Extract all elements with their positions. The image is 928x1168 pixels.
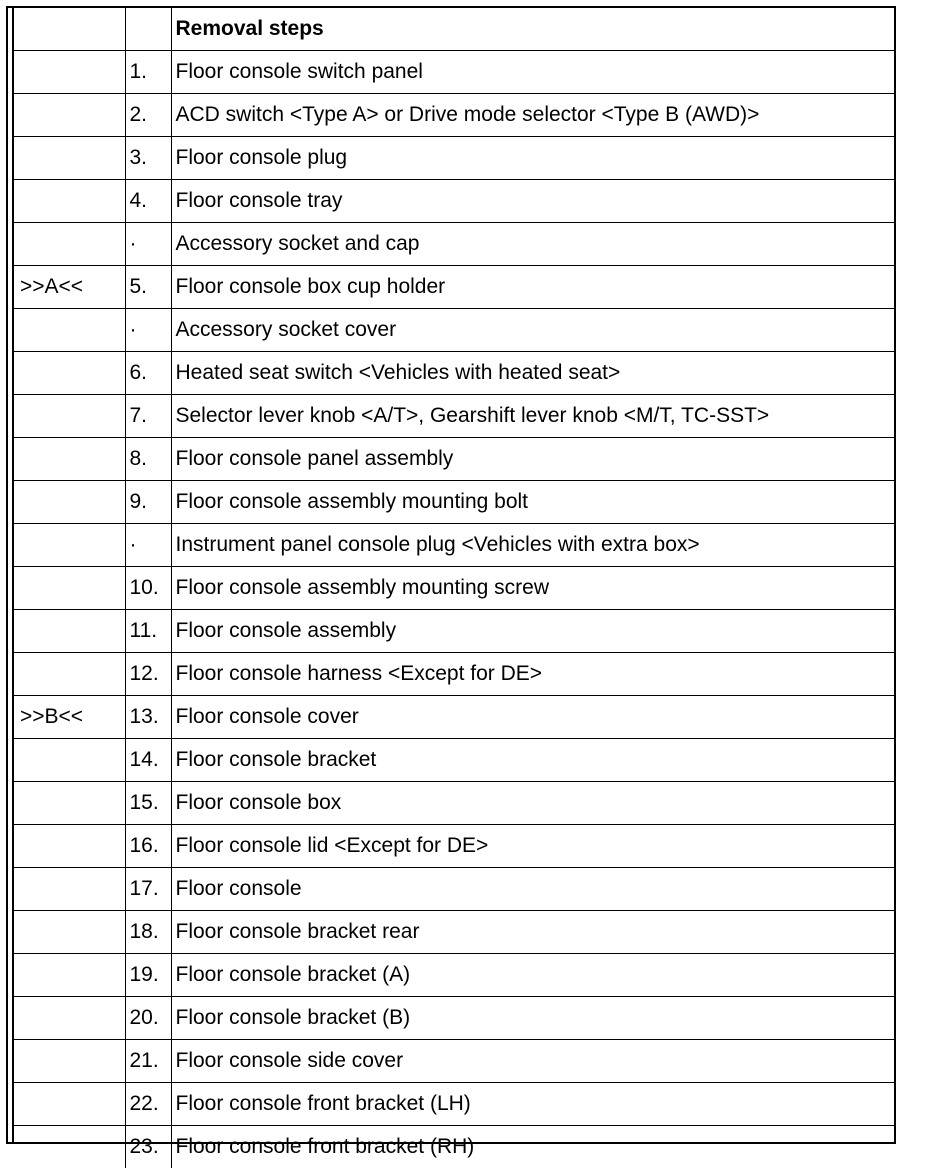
ref-cell: [14, 481, 125, 524]
table-row: [14, 1040, 894, 1083]
step-number-cell: 14.: [125, 739, 171, 782]
step-description-cell: Floor console bracket (A): [171, 954, 894, 997]
ref-cell: [14, 395, 125, 438]
step-description-cell: Floor console front bracket (RH): [171, 1126, 894, 1168]
ref-cell: [14, 1040, 125, 1083]
ref-cell: [14, 868, 125, 911]
table-row: [14, 438, 894, 481]
ref-cell: [14, 954, 125, 997]
table-row: [14, 223, 894, 266]
removal-steps-table-frame: [6, 6, 896, 1144]
step-description-cell: Floor console front bracket (LH): [171, 1083, 894, 1126]
step-number-cell: 7.: [125, 395, 171, 438]
step-number-cell: 15.: [125, 782, 171, 825]
ref-cell: [14, 524, 125, 567]
step-description-cell: ACD switch <Type A> or Drive mode selector <Type B (AWD)>: [171, 94, 894, 137]
step-description-cell: Floor console: [171, 868, 894, 911]
table-row: [14, 180, 894, 223]
step-number-cell: 8.: [125, 438, 171, 481]
table-row: [14, 94, 894, 137]
ref-cell: [14, 782, 125, 825]
removal-steps-body: [14, 8, 894, 1168]
ref-cell: >>B<<: [14, 696, 125, 739]
table-row: [14, 954, 894, 997]
step-number-cell: 21.: [125, 1040, 171, 1083]
table-row: [14, 868, 894, 911]
ref-cell: [14, 911, 125, 954]
step-number-cell: 6.: [125, 352, 171, 395]
ref-cell: >>A<<: [14, 266, 125, 309]
table-row: [14, 739, 894, 782]
step-number-cell: 3.: [125, 137, 171, 180]
table-row: [14, 1126, 894, 1168]
step-description-cell: Accessory socket and cap: [171, 223, 894, 266]
step-number-cell: ·: [125, 309, 171, 352]
step-number-cell: 17.: [125, 868, 171, 911]
step-number-cell: 18.: [125, 911, 171, 954]
step-description-cell: Floor console assembly mounting bolt: [171, 481, 894, 524]
step-number-cell: 19.: [125, 954, 171, 997]
step-description-cell: Floor console switch panel: [171, 51, 894, 94]
step-description-cell: Floor console assembly: [171, 610, 894, 653]
step-description-cell: Floor console tray: [171, 180, 894, 223]
step-description-cell: Floor console lid <Except for DE>: [171, 825, 894, 868]
table-row: [14, 309, 894, 352]
step-description-cell: Accessory socket cover: [171, 309, 894, 352]
step-number-cell: 16.: [125, 825, 171, 868]
ref-cell: [14, 352, 125, 395]
ref-cell: [14, 51, 125, 94]
table-row: [14, 997, 894, 1040]
table-row: [14, 825, 894, 868]
step-number-cell: 10.: [125, 567, 171, 610]
step-number-cell: 9.: [125, 481, 171, 524]
table-row: [14, 481, 894, 524]
step-description-cell: Instrument panel console plug <Vehicles with extra box>: [171, 524, 894, 567]
step-description-cell: Floor console harness <Except for DE>: [171, 653, 894, 696]
step-description-cell: Floor console bracket rear: [171, 911, 894, 954]
ref-cell: [14, 997, 125, 1040]
table-row: [14, 610, 894, 653]
step-number-cell: 22.: [125, 1083, 171, 1126]
step-number-cell: 4.: [125, 180, 171, 223]
step-number-cell: 1.: [125, 51, 171, 94]
ref-cell: [14, 180, 125, 223]
step-number-cell: ·: [125, 223, 171, 266]
ref-cell: [14, 438, 125, 481]
step-number-cell: 5.: [125, 266, 171, 309]
step-number-cell: 11.: [125, 610, 171, 653]
step-number-cell: ·: [125, 524, 171, 567]
ref-cell: [14, 309, 125, 352]
table-row: [14, 911, 894, 954]
ref-cell: [14, 610, 125, 653]
table-row: [14, 696, 894, 739]
table-row: [14, 1083, 894, 1126]
ref-cell: [14, 137, 125, 180]
step-description-cell: Floor console bracket: [171, 739, 894, 782]
ref-cell: [14, 94, 125, 137]
step-description-cell: Floor console cover: [171, 696, 894, 739]
table-row: [14, 266, 894, 309]
header-title-cell: Removal steps: [171, 8, 894, 51]
table-row: [14, 352, 894, 395]
table-header-row: [14, 8, 894, 51]
ref-cell: [14, 223, 125, 266]
ref-cell: [14, 1126, 125, 1168]
step-description-cell: Floor console box cup holder: [171, 266, 894, 309]
step-description-cell: Floor console bracket (B): [171, 997, 894, 1040]
step-number-cell: 23.: [125, 1126, 171, 1168]
step-description-cell: Floor console plug: [171, 137, 894, 180]
step-description-cell: Floor console panel assembly: [171, 438, 894, 481]
step-number-cell: 2.: [125, 94, 171, 137]
step-description-cell: Floor console box: [171, 782, 894, 825]
step-number-cell: 20.: [125, 997, 171, 1040]
ref-cell: [14, 653, 125, 696]
step-number-cell: 12.: [125, 653, 171, 696]
table-row: [14, 524, 894, 567]
ref-cell: [14, 1083, 125, 1126]
removal-steps-table: [14, 8, 894, 1168]
table-row: [14, 567, 894, 610]
step-description-cell: Floor console assembly mounting screw: [171, 567, 894, 610]
step-description-cell: Heated seat switch <Vehicles with heated seat>: [171, 352, 894, 395]
step-number-cell: 13.: [125, 696, 171, 739]
table-row: [14, 782, 894, 825]
header-ref-cell: [14, 8, 125, 51]
removal-steps-table-inner: [12, 8, 894, 1142]
table-row: [14, 653, 894, 696]
step-description-cell: Selector lever knob <A/T>, Gearshift lever knob <M/T, TC-SST>: [171, 395, 894, 438]
step-description-cell: Floor console side cover: [171, 1040, 894, 1083]
header-num-cell: [125, 8, 171, 51]
table-row: [14, 137, 894, 180]
table-row: [14, 395, 894, 438]
table-row: [14, 51, 894, 94]
ref-cell: [14, 825, 125, 868]
ref-cell: [14, 739, 125, 782]
ref-cell: [14, 567, 125, 610]
